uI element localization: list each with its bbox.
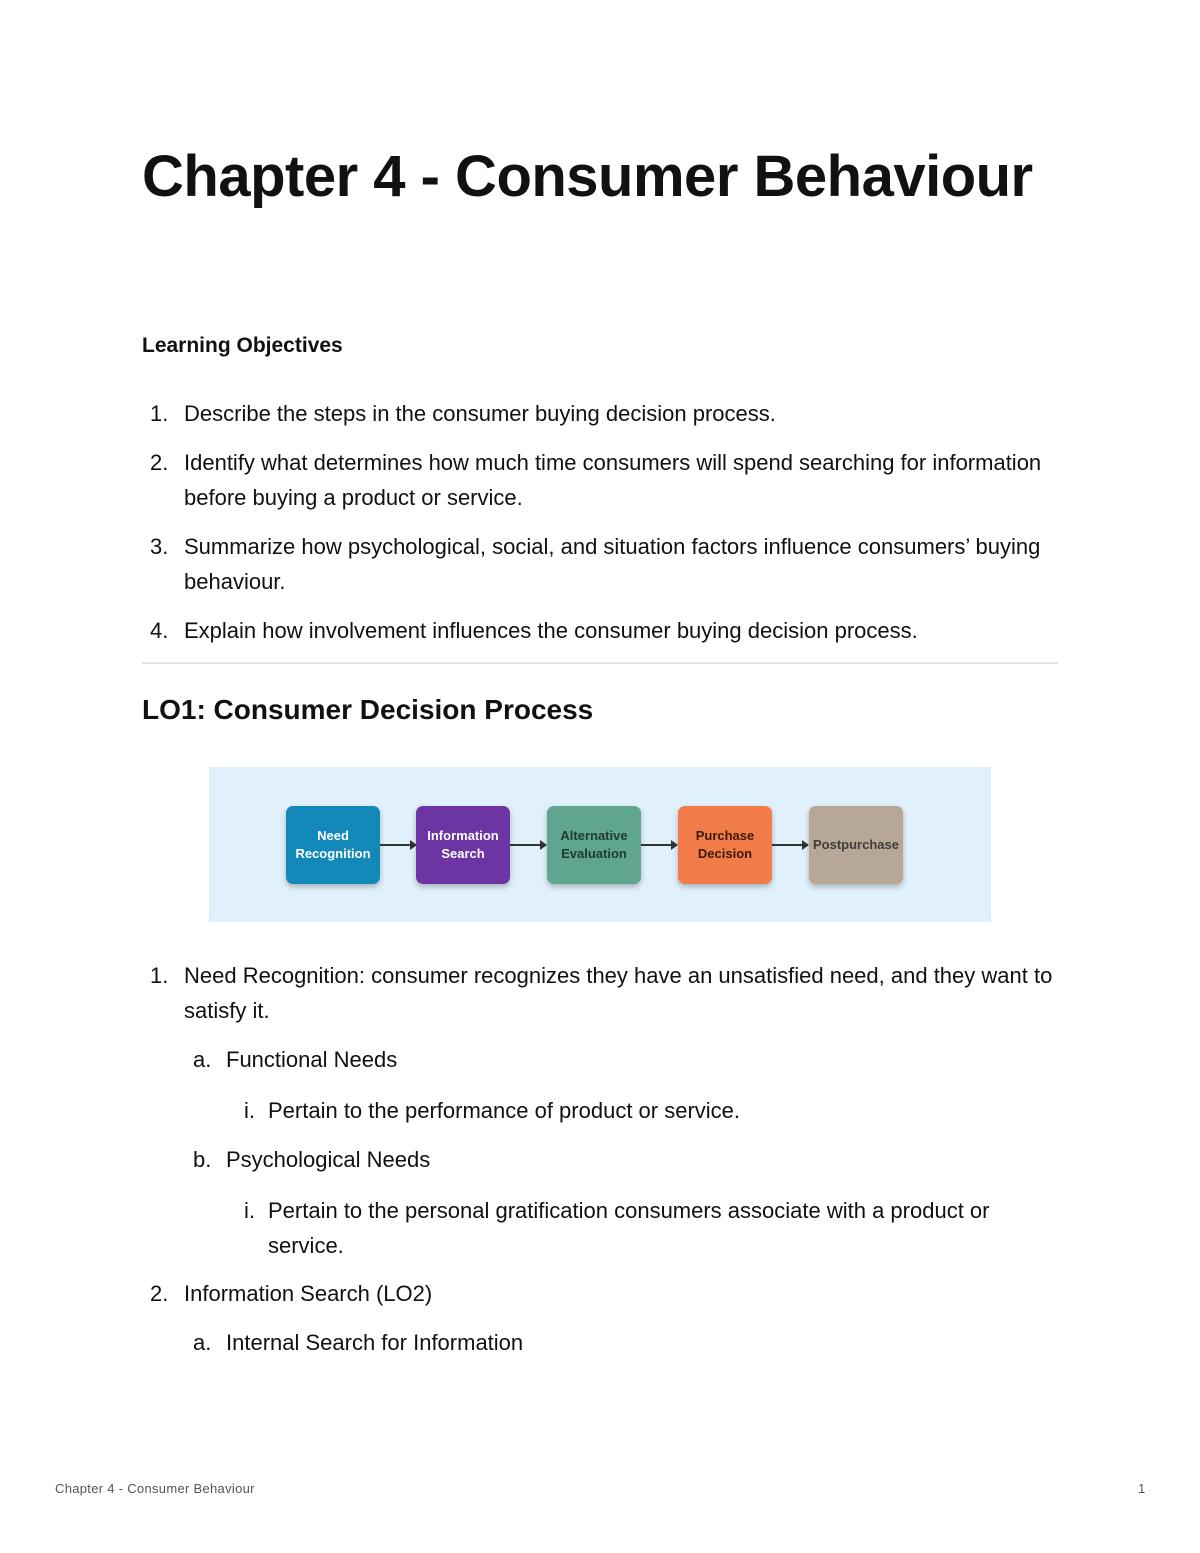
arrow-right-icon: [641, 844, 677, 846]
step-label-line1: Need: [317, 828, 349, 843]
objective-item: [142, 529, 1052, 599]
objective-text: Identify what determines how much time consumers will spend searching for information before buying a product or service.: [184, 450, 1042, 510]
list-number: 3.: [150, 534, 169, 559]
functional-needs-detail: Pertain to the performance of product or service.: [268, 1098, 741, 1123]
learning-objectives-heading: Learning Objectives: [142, 334, 343, 357]
learning-objectives-list: [142, 396, 1052, 662]
step-information-search: [416, 806, 510, 884]
footer-title: Chapter 4 - Consumer Behaviour: [55, 1481, 255, 1496]
list-number: 2.: [150, 1281, 169, 1306]
step-label-line1: Information: [427, 828, 499, 843]
step-purchase-decision: [678, 806, 772, 884]
objective-item: [142, 445, 1052, 515]
section-heading: LO1: Consumer Decision Process: [142, 694, 594, 725]
internal-search-text: Internal Search for Information: [226, 1330, 524, 1355]
step-label-line2: Decision: [697, 846, 753, 861]
objective-item: [142, 613, 1052, 648]
list-letter: a.: [193, 1330, 212, 1355]
list-roman: i.: [244, 1198, 255, 1223]
arrow-right-icon: [772, 844, 808, 846]
step-label-line2: Search: [441, 846, 485, 861]
step-label-line2: Evaluation: [561, 846, 627, 861]
step-label-line1: Alternative: [560, 828, 628, 843]
section-divider: [142, 662, 1058, 664]
step-need-recognition-text: Need Recognition: consumer recognizes they have an unsatisfied need, and they want to satisfy it.: [184, 963, 1053, 1023]
step-label-line1: Postpurchase: [813, 837, 899, 852]
list-number: 1.: [150, 963, 169, 988]
objective-text: Describe the steps in the consumer buying decision process.: [184, 401, 776, 426]
objective-text: Summarize how psychological, social, and situation factors influence consumers’ buying behaviour.: [184, 534, 1041, 594]
psychological-needs-text: Psychological Needs: [226, 1147, 431, 1172]
step-need-recognition: [286, 806, 380, 884]
list-roman: i.: [244, 1098, 255, 1123]
decision-process-diagram: [209, 767, 991, 922]
psychological-needs-detail: Pertain to the personal gratification consumers associate with a product or service.: [268, 1198, 990, 1258]
page-title: Chapter 4 - Consumer Behaviour: [142, 144, 1033, 209]
step-postpurchase: [809, 806, 903, 884]
arrow-right-icon: [380, 844, 416, 846]
functional-needs-text: Functional Needs: [226, 1047, 398, 1072]
objective-item: [142, 396, 1052, 431]
list-number: 2.: [150, 450, 169, 475]
step-label-line2: Recognition: [295, 846, 371, 861]
step-information-search-text: Information Search (LO2): [184, 1281, 433, 1306]
step-label-line1: Purchase: [695, 828, 755, 843]
page-number: 1: [1138, 1481, 1146, 1496]
list-letter: b.: [193, 1147, 212, 1172]
arrow-right-icon: [510, 844, 546, 846]
step-alternative-evaluation: [547, 806, 641, 884]
list-letter: a.: [193, 1047, 212, 1072]
list-number: 4.: [150, 618, 169, 643]
list-number: 1.: [150, 401, 169, 426]
objective-text: Explain how involvement influences the consumer buying decision process.: [184, 618, 918, 643]
